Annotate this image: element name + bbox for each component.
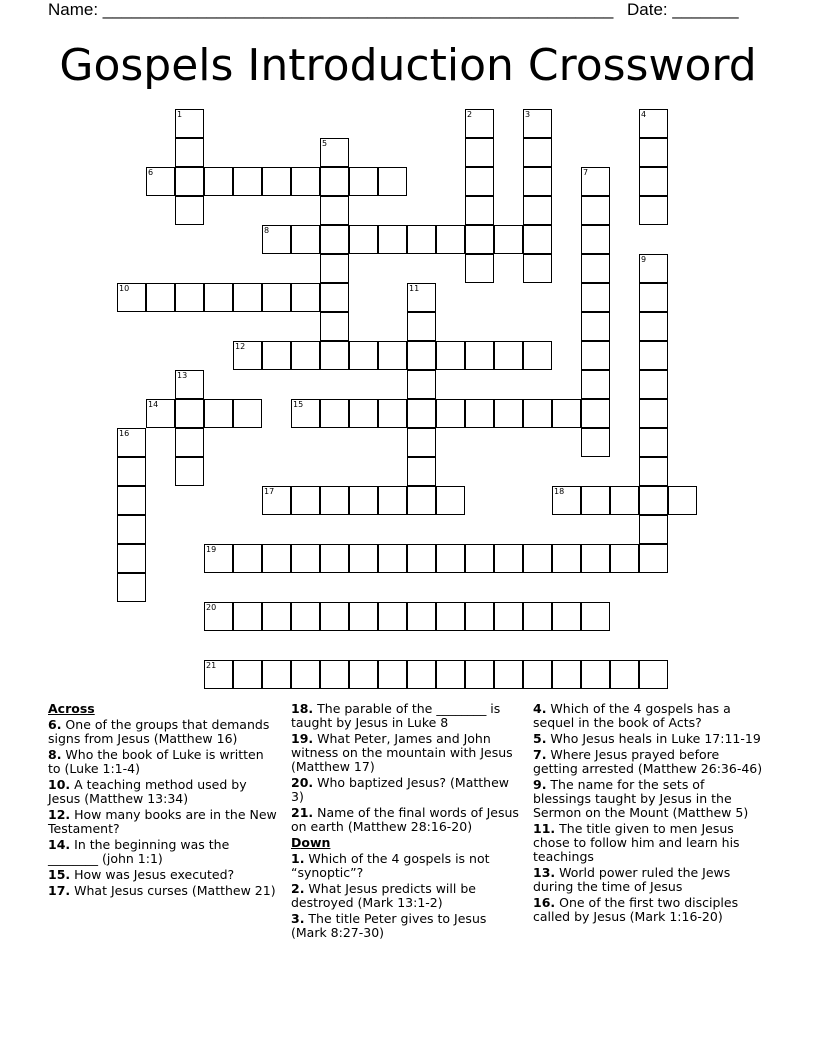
grid-cell[interactable]: [320, 225, 349, 254]
grid-cell[interactable]: [320, 660, 349, 689]
grid-cell[interactable]: [552, 399, 581, 428]
grid-cell[interactable]: [465, 225, 494, 254]
grid-cell[interactable]: [581, 602, 610, 631]
grid-cell[interactable]: [204, 167, 233, 196]
grid-cell[interactable]: [639, 544, 668, 573]
grid-cell[interactable]: [610, 660, 639, 689]
grid-cell[interactable]: [262, 283, 291, 312]
grid-cell[interactable]: [581, 225, 610, 254]
clue-text: What Peter, James and John witness on the mountain with Jesus (Matthew 17): [291, 731, 513, 774]
grid-cell[interactable]: [291, 660, 320, 689]
clue-number-label: 13.: [533, 865, 556, 880]
grid-cell[interactable]: [320, 399, 349, 428]
down-heading: Down: [291, 835, 331, 850]
clue-number: 7: [583, 168, 589, 177]
grid-cell[interactable]: [436, 225, 465, 254]
clue-number: 20: [206, 603, 217, 612]
grid-cell[interactable]: [378, 341, 407, 370]
grid-cell[interactable]: [523, 341, 552, 370]
grid-cell[interactable]: [494, 341, 523, 370]
clue-text: Who baptized Jesus? (Matthew 3): [291, 775, 509, 804]
clue-text: One of the first two disciples called by Jesus (Mark 1:16-20): [533, 895, 739, 924]
grid-cell[interactable]: [639, 254, 668, 283]
clue-item: [533, 702, 765, 730]
clue-item: [48, 884, 280, 898]
grid-cell[interactable]: [407, 602, 436, 631]
name-field-label: Name: ______________________________________________________: [48, 0, 614, 19]
grid-cell[interactable]: [436, 660, 465, 689]
grid-cell[interactable]: [349, 399, 378, 428]
grid-cell[interactable]: [639, 457, 668, 486]
grid-cell[interactable]: [523, 167, 552, 196]
grid-cell[interactable]: [581, 167, 610, 196]
grid-cell[interactable]: [233, 341, 262, 370]
clue-number: 9: [641, 255, 647, 264]
grid-cell[interactable]: [465, 167, 494, 196]
grid-cell[interactable]: [581, 341, 610, 370]
clue-text: Where Jesus prayed before getting arrested (Matthew 26:36-46): [533, 747, 763, 776]
grid-cell[interactable]: [378, 660, 407, 689]
grid-cell[interactable]: [494, 602, 523, 631]
grid-cell[interactable]: [349, 167, 378, 196]
grid-cell[interactable]: [262, 486, 291, 515]
clue-item: [533, 822, 765, 864]
grid-cell[interactable]: [639, 196, 668, 225]
grid-cell[interactable]: [494, 399, 523, 428]
grid-cell[interactable]: [436, 341, 465, 370]
grid-cell[interactable]: [523, 109, 552, 138]
clue-item: [533, 732, 765, 746]
clue-number: 6: [148, 168, 154, 177]
grid-cell[interactable]: [668, 486, 697, 515]
clue-number-label: 7.: [533, 747, 547, 762]
clue-number-label: 18.: [291, 701, 314, 716]
clue-number: 15: [293, 400, 304, 409]
clue-text: The parable of the ________ is taught by Jesus in Luke 8: [291, 701, 501, 730]
grid-cell[interactable]: [523, 544, 552, 573]
clue-text: In the beginning was the ________ (john 1:1): [48, 837, 230, 866]
clue-text: Which of the 4 gospels has a sequel in the book of Acts?: [533, 701, 731, 730]
clue-number-label: 19.: [291, 731, 314, 746]
clue-number-label: 12.: [48, 807, 71, 822]
clue-item: [48, 838, 280, 866]
grid-cell[interactable]: [465, 544, 494, 573]
grid-cell[interactable]: [552, 486, 581, 515]
grid-cell[interactable]: [291, 399, 320, 428]
grid-cell[interactable]: [175, 109, 204, 138]
clue-text: How many books are in the New Testament?: [48, 807, 277, 836]
grid-cell[interactable]: [610, 486, 639, 515]
clue-text: Who the book of Luke is written to (Luke 1:1-4): [48, 747, 264, 776]
grid-cell[interactable]: [349, 225, 378, 254]
grid-cell[interactable]: [639, 312, 668, 341]
clue-number-label: 16.: [533, 895, 556, 910]
grid-cell[interactable]: [407, 544, 436, 573]
grid-cell[interactable]: [233, 544, 262, 573]
grid-cell[interactable]: [320, 341, 349, 370]
grid-cell[interactable]: [465, 660, 494, 689]
clue-number: 16: [119, 429, 130, 438]
grid-cell[interactable]: [262, 225, 291, 254]
grid-cell[interactable]: [320, 312, 349, 341]
clue-item: [291, 852, 523, 880]
grid-cell[interactable]: [639, 138, 668, 167]
grid-cell[interactable]: [552, 660, 581, 689]
grid-cell[interactable]: [639, 283, 668, 312]
grid-cell[interactable]: [581, 428, 610, 457]
clues-column-2: [291, 702, 523, 942]
clue-number: 11: [409, 284, 420, 293]
grid-cell[interactable]: [465, 109, 494, 138]
clue-number-label: 4.: [533, 701, 547, 716]
clue-number-label: 9.: [533, 777, 547, 792]
grid-cell[interactable]: [436, 544, 465, 573]
grid-cell[interactable]: [146, 399, 175, 428]
grid-cell[interactable]: [233, 602, 262, 631]
clue-number-label: 21.: [291, 805, 314, 820]
grid-cell[interactable]: [581, 486, 610, 515]
grid-cell[interactable]: [320, 167, 349, 196]
grid-cell[interactable]: [117, 544, 146, 573]
clue-number-label: 14.: [48, 837, 71, 852]
clue-number: 5: [322, 139, 328, 148]
grid-cell[interactable]: [436, 399, 465, 428]
grid-cell[interactable]: [175, 428, 204, 457]
grid-cell[interactable]: [175, 138, 204, 167]
grid-cell[interactable]: [639, 428, 668, 457]
clue-item: [533, 866, 765, 894]
clue-number-label: 15.: [48, 867, 71, 882]
clue-item: [291, 702, 523, 730]
grid-cell[interactable]: [175, 457, 204, 486]
grid-cell[interactable]: [291, 225, 320, 254]
grid-cell[interactable]: [320, 544, 349, 573]
clue-text: How was Jesus executed?: [70, 867, 235, 882]
grid-cell[interactable]: [320, 138, 349, 167]
page-title: Gospels Introduction Crossword: [59, 40, 757, 91]
grid-cell[interactable]: [581, 399, 610, 428]
clue-number: 12: [235, 342, 246, 351]
clue-number: 8: [264, 226, 270, 235]
grid-cell[interactable]: [523, 399, 552, 428]
clue-item: [291, 776, 523, 804]
clue-number-label: 6.: [48, 717, 62, 732]
grid-cell[interactable]: [233, 660, 262, 689]
grid-cell[interactable]: [175, 399, 204, 428]
grid-cell[interactable]: [639, 341, 668, 370]
grid-cell[interactable]: [320, 486, 349, 515]
grid-cell[interactable]: [407, 428, 436, 457]
grid-cell[interactable]: [378, 544, 407, 573]
grid-cell[interactable]: [291, 486, 320, 515]
clue-number-label: 20.: [291, 775, 314, 790]
across-heading: Across: [48, 701, 95, 716]
grid-cell[interactable]: [523, 225, 552, 254]
clue-number-label: 10.: [48, 777, 71, 792]
grid-cell[interactable]: [262, 602, 291, 631]
grid-cell[interactable]: [320, 283, 349, 312]
grid-cell[interactable]: [117, 486, 146, 515]
clue-text: A teaching method used by Jesus (Matthew 13:34): [48, 777, 247, 806]
across-list-part2: [291, 702, 523, 834]
grid-cell[interactable]: [291, 341, 320, 370]
clue-item: [291, 912, 523, 940]
grid-cell[interactable]: [291, 602, 320, 631]
grid-cell[interactable]: [581, 283, 610, 312]
clue-item: [533, 896, 765, 924]
clue-number: 3: [525, 110, 531, 119]
grid-cell[interactable]: [320, 254, 349, 283]
clue-item: [533, 748, 765, 776]
grid-cell[interactable]: [523, 138, 552, 167]
grid-cell[interactable]: [494, 225, 523, 254]
grid-cell[interactable]: [320, 602, 349, 631]
grid-cell[interactable]: [204, 602, 233, 631]
grid-cell[interactable]: [117, 283, 146, 312]
grid-cell[interactable]: [523, 254, 552, 283]
clue-number: 17: [264, 487, 275, 496]
clue-item: [48, 778, 280, 806]
grid-cell[interactable]: [581, 544, 610, 573]
grid-cell[interactable]: [349, 544, 378, 573]
grid-cell[interactable]: [378, 486, 407, 515]
clue-text: Name of the final words of Jesus on earth (Matthew 28:16-20): [291, 805, 519, 834]
grid-cell[interactable]: [407, 370, 436, 399]
grid-cell[interactable]: [523, 602, 552, 631]
grid-cell[interactable]: [639, 109, 668, 138]
grid-cell[interactable]: [146, 167, 175, 196]
grid-cell[interactable]: [233, 167, 262, 196]
clue-number: 19: [206, 545, 217, 554]
grid-cell[interactable]: [117, 515, 146, 544]
clue-item: [48, 748, 280, 776]
clue-number-label: 2.: [291, 881, 305, 896]
down-list-part2: [533, 702, 765, 924]
clue-item: [48, 718, 280, 746]
clue-number: 4: [641, 110, 647, 119]
grid-cell[interactable]: [407, 283, 436, 312]
grid-cell[interactable]: [349, 341, 378, 370]
grid-cell[interactable]: [262, 341, 291, 370]
grid-cell[interactable]: [175, 196, 204, 225]
grid-cell[interactable]: [146, 283, 175, 312]
grid-cell[interactable]: [117, 573, 146, 602]
grid-cell[interactable]: [436, 486, 465, 515]
grid-cell[interactable]: [639, 515, 668, 544]
grid-cell[interactable]: [523, 196, 552, 225]
clue-text: Who Jesus heals in Luke 17:11-19: [546, 731, 761, 746]
clue-number-label: 3.: [291, 911, 305, 926]
clue-number: 14: [148, 400, 159, 409]
grid-cell[interactable]: [117, 457, 146, 486]
grid-cell[interactable]: [204, 283, 233, 312]
grid-cell[interactable]: [291, 544, 320, 573]
clue-number: 18: [554, 487, 565, 496]
clue-text: One of the groups that demands signs from Jesus (Matthew 16): [48, 717, 270, 746]
grid-cell[interactable]: [407, 341, 436, 370]
grid-cell[interactable]: [407, 399, 436, 428]
grid-cell[interactable]: [407, 486, 436, 515]
grid-cell[interactable]: [581, 312, 610, 341]
grid-cell[interactable]: [465, 138, 494, 167]
grid-cell[interactable]: [262, 544, 291, 573]
grid-cell[interactable]: [407, 225, 436, 254]
clue-number: 21: [206, 661, 217, 670]
clue-number: 10: [119, 284, 130, 293]
grid-cell[interactable]: [581, 196, 610, 225]
grid-cell[interactable]: [639, 660, 668, 689]
clue-text: The title Peter gives to Jesus (Mark 8:27-30): [291, 911, 487, 940]
grid-cell[interactable]: [523, 660, 552, 689]
clue-number: 1: [177, 110, 183, 119]
grid-cell[interactable]: [639, 399, 668, 428]
grid-cell[interactable]: [291, 283, 320, 312]
across-list-part1: [48, 718, 280, 898]
clues-column-3: [533, 702, 765, 926]
grid-cell[interactable]: [581, 254, 610, 283]
down-list-part1: [291, 852, 523, 940]
grid-cell[interactable]: [465, 399, 494, 428]
grid-cell[interactable]: [117, 428, 146, 457]
grid-cell[interactable]: [494, 660, 523, 689]
clue-number: 2: [467, 110, 473, 119]
grid-cell[interactable]: [552, 602, 581, 631]
grid-cell[interactable]: [378, 602, 407, 631]
grid-cell[interactable]: [407, 457, 436, 486]
grid-cell[interactable]: [465, 196, 494, 225]
grid-cell[interactable]: [639, 370, 668, 399]
clue-text: What Jesus predicts will be destroyed (Mark 13:1-2): [291, 881, 476, 910]
clue-item: [48, 808, 280, 836]
grid-cell[interactable]: [465, 602, 494, 631]
grid-cell[interactable]: [233, 399, 262, 428]
grid-cell[interactable]: [465, 341, 494, 370]
grid-cell[interactable]: [639, 167, 668, 196]
grid-cell[interactable]: [378, 225, 407, 254]
grid-cell[interactable]: [204, 660, 233, 689]
clue-number-label: 17.: [48, 883, 71, 898]
grid-cell[interactable]: [581, 370, 610, 399]
grid-cell[interactable]: [407, 312, 436, 341]
grid-cell[interactable]: [378, 167, 407, 196]
grid-cell[interactable]: [233, 283, 262, 312]
clues-column-1: [48, 702, 280, 900]
clue-item: [291, 806, 523, 834]
clue-number-label: 11.: [533, 821, 556, 836]
grid-cell[interactable]: [407, 660, 436, 689]
date-field-label: Date: _______: [627, 0, 739, 19]
grid-cell[interactable]: [465, 254, 494, 283]
clue-item: [48, 868, 280, 882]
grid-cell[interactable]: [175, 370, 204, 399]
grid-cell[interactable]: [349, 602, 378, 631]
clue-number: 13: [177, 371, 188, 380]
clue-number-label: 5.: [533, 731, 547, 746]
clue-text: What Jesus curses (Matthew 21): [70, 883, 276, 898]
clue-item: [291, 732, 523, 774]
grid-cell[interactable]: [378, 399, 407, 428]
clue-item: [533, 778, 765, 820]
clue-item: [291, 882, 523, 910]
grid-cell[interactable]: [349, 660, 378, 689]
grid-cell[interactable]: [494, 544, 523, 573]
grid-cell[interactable]: [436, 602, 465, 631]
grid-cell[interactable]: [320, 196, 349, 225]
clue-number-label: 8.: [48, 747, 62, 762]
clue-text: The name for the sets of blessings taught by Jesus in the Sermon on the Mount (Matthew 5): [533, 777, 749, 820]
grid-cell[interactable]: [262, 660, 291, 689]
grid-cell[interactable]: [291, 167, 320, 196]
grid-cell[interactable]: [262, 167, 291, 196]
grid-cell[interactable]: [349, 486, 378, 515]
grid-cell[interactable]: [175, 167, 204, 196]
clue-text: World power ruled the Jews during the time of Jesus: [533, 865, 731, 894]
grid-cell[interactable]: [175, 283, 204, 312]
grid-cell[interactable]: [204, 399, 233, 428]
grid-cell[interactable]: [552, 544, 581, 573]
grid-cell[interactable]: [639, 486, 668, 515]
grid-cell[interactable]: [610, 544, 639, 573]
clue-text: The title given to men Jesus chose to follow him and learn his teachings: [533, 821, 740, 864]
grid-cell[interactable]: [581, 660, 610, 689]
clue-text: Which of the 4 gospels is not “synoptic”?: [291, 851, 490, 880]
clue-number-label: 1.: [291, 851, 305, 866]
grid-cell[interactable]: [204, 544, 233, 573]
